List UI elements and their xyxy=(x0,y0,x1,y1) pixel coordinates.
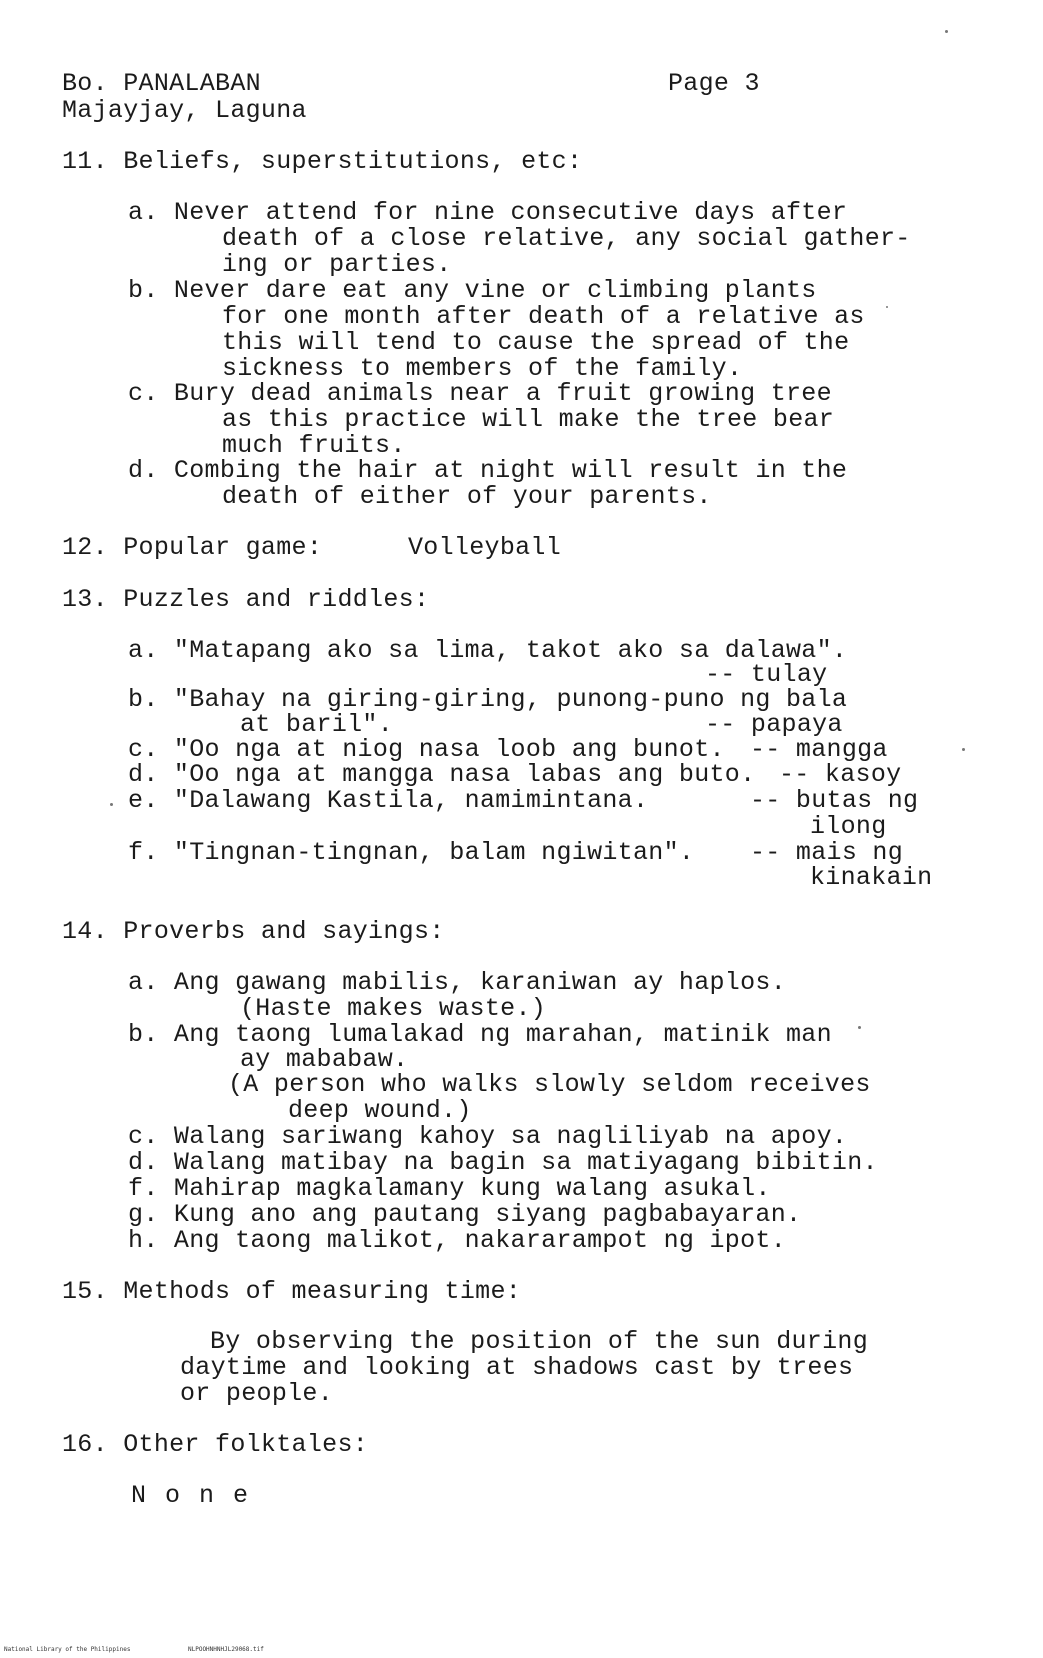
belief-b-line4: sickness to members of the family. xyxy=(222,354,743,383)
barrio-name: Bo. PANALABAN xyxy=(62,69,261,98)
proverb-b: b. Ang taong lumalakad ng marahan, matinik man xyxy=(128,1020,832,1049)
riddle-e-answer: -- butas ng xyxy=(750,786,919,815)
riddle-c: c. "Oo nga at niog nasa loob ang bunot. xyxy=(128,735,725,764)
riddle-e: e. "Dalawang Kastila, namimintana. xyxy=(128,786,649,815)
riddle-a-answer: -- tulay xyxy=(705,660,828,689)
proverb-b-translation-line1: (A person who walks slowly seldom receives xyxy=(228,1070,871,1099)
riddle-f-answer: -- mais ng xyxy=(750,838,904,867)
popular-game-value: Volleyball xyxy=(408,533,562,562)
proverb-c: c. Walang sariwang kahoy sa nagliliyab na apoy. xyxy=(128,1122,848,1151)
riddle-f: f. "Tingnan-tingnan, balam ngiwitan". xyxy=(128,838,695,867)
riddle-b-answer: -- papaya xyxy=(705,710,843,739)
scan-speck xyxy=(110,803,113,806)
belief-b-line3: this will tend to cause the spread of the xyxy=(222,328,850,357)
section-11-heading: 11. Beliefs, superstitutions, etc: xyxy=(62,147,583,176)
proverb-b-cont: ay mababaw. xyxy=(240,1045,409,1074)
proverb-g: g. Kung ano ang pautang siyang pagbabayaran. xyxy=(128,1200,802,1229)
other-folktales-value: N o n e xyxy=(131,1481,251,1510)
footer-library-name: National Library of the Philippines xyxy=(4,1646,131,1653)
riddle-e-answer-cont: ilong xyxy=(810,812,887,841)
belief-c-line1: c. Bury dead animals near a fruit growing tree xyxy=(128,379,832,408)
belief-b-line2: for one month after death of a relative as xyxy=(222,302,865,331)
measuring-time-line1: By observing the position of the sun during xyxy=(210,1327,869,1356)
riddle-b: b. "Bahay na giring-giring, punong-puno ng bala xyxy=(128,685,848,714)
riddle-d-answer: -- kasoy xyxy=(779,760,902,789)
riddle-b-cont: at baril". xyxy=(240,710,394,739)
town-name: Majayjay, Laguna xyxy=(62,96,307,125)
section-16-heading: 16. Other folktales: xyxy=(62,1430,369,1459)
proverb-d: d. Walang matibay na bagin sa matiyagang bibitin. xyxy=(128,1148,878,1177)
scan-speck xyxy=(886,306,888,308)
section-15-heading: 15. Methods of measuring time: xyxy=(62,1277,522,1306)
measuring-time-line3: or people. xyxy=(180,1379,334,1408)
measuring-time-line2: daytime and looking at shadows cast by trees xyxy=(180,1353,854,1382)
belief-a-line3: ing or parties. xyxy=(222,250,452,279)
section-12-heading: 12. Popular game: xyxy=(62,533,323,562)
proverb-a: a. Ang gawang mabilis, karaniwan ay haplos. xyxy=(128,968,787,997)
proverb-h: h. Ang taong malikot, nakararampot ng ipot. xyxy=(128,1226,787,1255)
page-number: Page 3 xyxy=(668,69,760,98)
section-14-heading: 14. Proverbs and sayings: xyxy=(62,917,445,946)
scan-speck xyxy=(962,748,965,751)
belief-b-line1: b. Never dare eat any vine or climbing plants xyxy=(128,276,817,305)
riddle-f-answer-cont: kinakain xyxy=(810,863,933,892)
proverb-b-translation-line2: deep wound.) xyxy=(288,1096,472,1125)
belief-a-line1: a. Never attend for nine consecutive days after xyxy=(128,198,848,227)
proverb-a-translation: (Haste makes waste.) xyxy=(240,994,547,1023)
scan-speck xyxy=(945,30,948,33)
belief-a-line2: death of a close relative, any social gather- xyxy=(222,224,911,253)
proverb-f: f. Mahirap magkalamany kung walang asukal. xyxy=(128,1174,771,1203)
belief-c-line3: much fruits. xyxy=(222,431,406,460)
section-13-heading: 13. Puzzles and riddles: xyxy=(62,585,430,614)
belief-d-line1: d. Combing the hair at night will result in the xyxy=(128,456,848,485)
riddle-c-answer: -- mangga xyxy=(750,735,888,764)
riddle-d: d. "Oo nga at mangga nasa labas ang buto. xyxy=(128,760,756,789)
scan-speck xyxy=(858,1026,861,1029)
belief-d-line2: death of either of your parents. xyxy=(222,482,712,511)
footer-file-name: NLPOOHNHNHJL29068.tif xyxy=(188,1646,264,1653)
belief-c-line2: as this practice will make the tree bear xyxy=(222,405,835,434)
riddle-a: a. "Matapang ako sa lima, takot ako sa dalawa". xyxy=(128,636,848,665)
